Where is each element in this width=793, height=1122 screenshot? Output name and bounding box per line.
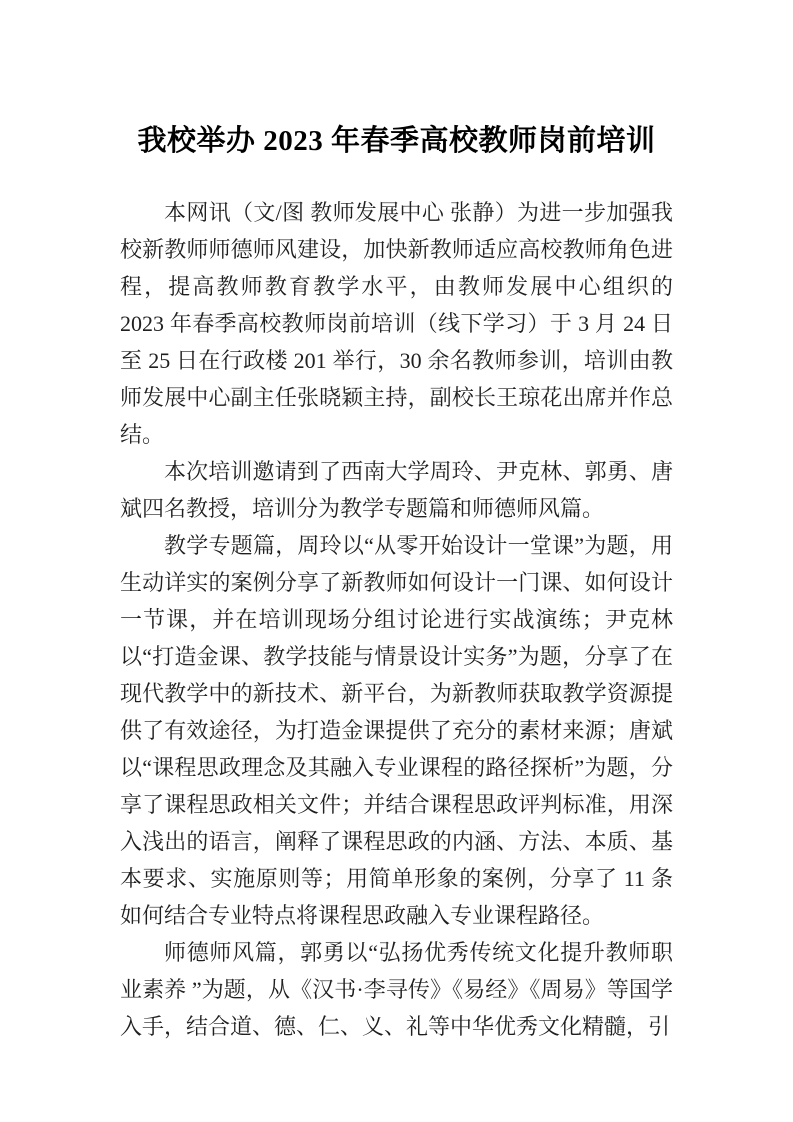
article-title: 我校举办 2023 年春季高校教师岗前培训	[137, 125, 656, 157]
article-paragraph-teacher-ethics: 师德师风篇，郭勇以“弘扬优秀传统文化提升教师职业素养 ”为题，从《汉书·李寻传》《易经》《周易》等国学入手，结合道、德、仁、义、礼等中华优秀文化精髓，引	[120, 940, 673, 1039]
article-paragraph-invited-professors: 本次培训邀请到了西南大学周玲、尹克林、郭勇、唐斌四名教授，培训分为教学专题篇和师德师风篇。	[120, 459, 673, 521]
article-paragraph-teaching-topics: 教学专题篇，周玲以“从零开始设计一堂课”为题，用生动详实的案例分享了新教师如何设计一门课、如何设计一节课，并在培训现场分组讨论进行实战演练；尹克林以“打造金课、教学技能与情景设计实务”为题，分享了在现代教学中的新技术、新平台，为新教师获取教学资源提供了有效途径，为打造金课提供了充分的素材来源；唐斌以“课程思政理念及其融入专业课程的路径探析”为题，分享了课程思政相关文件；并结合课程思政评判标准，用深入浅出的语言，阐释了课程思政的内涵、方法、本质、基本要求、实施原则等；用简单形象的案例，分享了 11 条如何结合专业特点将课程思政融入专业课程路径。	[120, 533, 673, 928]
article-paragraph-intro: 本网讯（文/图 教师发展中心 张静）为进一步加强我校新教师师德师风建设，加快新教师适应高校教师角色进程，提高教师教育教学水平，由教师发展中心组织的 2023 年春季高校教师岗前培训（线下学习）于 3 月 24 日至 25 日在行政楼 201 举行，30 余名教师参训，培训由教师发展中心副主任张晓颖主持，副校长王琼花出席并作总结。	[120, 200, 673, 447]
